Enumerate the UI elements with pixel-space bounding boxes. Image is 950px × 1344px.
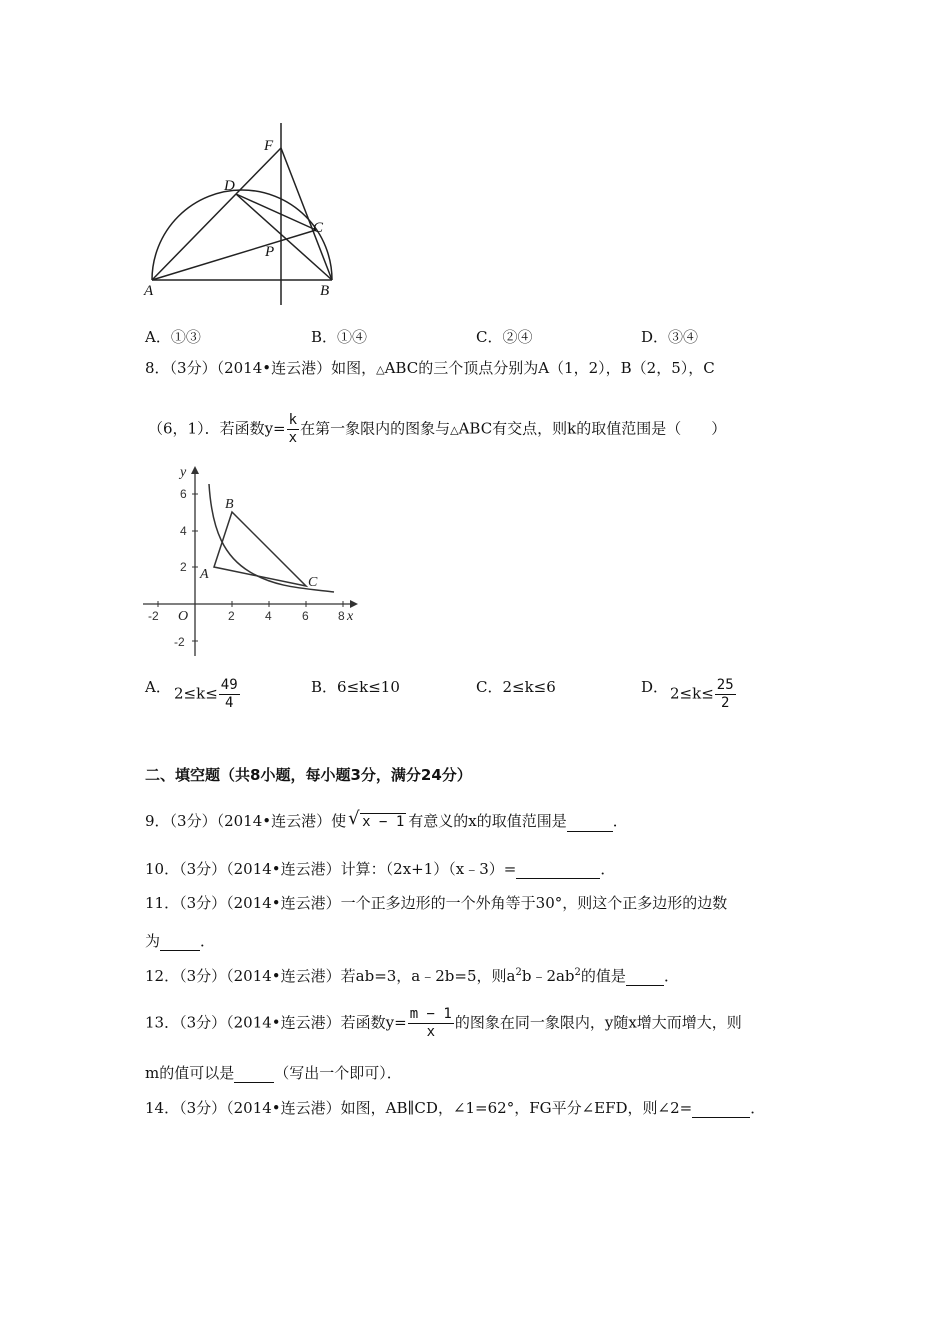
q8-text-3: （6，1）．若函数y= (148, 419, 286, 438)
label-f: F (264, 138, 274, 154)
q13-question-line1 (145, 1006, 742, 1041)
fraction-numerator: 25 (716, 677, 734, 693)
q12-text-2: b﹣2ab (521, 967, 575, 985)
q10-answer-blank[interactable] (516, 862, 600, 879)
y-tick-label: -2 (174, 635, 185, 649)
q12-text-end: ． (663, 967, 679, 985)
line-f-b (281, 148, 332, 280)
q9-question (145, 808, 628, 832)
q7-option-a[interactable] (145, 326, 201, 347)
q9-text-2: 有意义的x的取值范围是 (408, 812, 567, 830)
q9-text-1: 9．（3分）（2014•连云港）使 (145, 812, 347, 830)
option-text: ③④ (668, 328, 699, 346)
q9-answer-blank[interactable] (567, 815, 613, 832)
q7-option-c[interactable] (476, 326, 533, 347)
exponent: 2 (574, 967, 581, 978)
exponent: 2 (515, 967, 522, 978)
forty-nine-quarters-fraction (219, 677, 240, 712)
x-tick-label: 8 (338, 609, 345, 623)
option-letter: A． (145, 328, 171, 346)
semicircle-arc (152, 190, 332, 280)
q12-text-1: 12．（3分）（2014•连云港）若ab=3，a﹣2b=5，则a (145, 967, 516, 985)
fraction-numerator: k (288, 412, 298, 428)
option-letter: C． (476, 328, 503, 346)
label-a: A (144, 283, 154, 299)
q11-text-end: ． (200, 932, 216, 950)
q8-option-d[interactable] (670, 677, 737, 712)
q8-question-line1 (145, 358, 715, 380)
q10-text-end: ． (600, 860, 616, 878)
option-letter: C． (476, 678, 503, 696)
square-root (348, 808, 406, 832)
q14-answer-blank[interactable] (692, 1101, 750, 1118)
label-b: B (320, 283, 330, 299)
line-d-c (236, 194, 316, 230)
q14-text-end: ． (750, 1099, 766, 1117)
k-over-x-fraction (287, 412, 299, 447)
triangle-symbol: △ (450, 423, 459, 437)
y-tick-label: 6 (180, 487, 187, 501)
point-label-b: B (225, 497, 234, 512)
option-letter: D． (641, 328, 669, 346)
q10-text: 10．（3分）（2014•连云港）计算：（2x+1）（x﹣3）= (145, 860, 517, 878)
label-p: P (265, 244, 275, 260)
fraction-numerator: m − 1 (409, 1006, 452, 1022)
q7-option-b[interactable] (311, 326, 367, 347)
q12-answer-blank[interactable] (626, 969, 664, 986)
q7-geometry-figure (140, 120, 340, 310)
q11-answer-blank[interactable] (160, 934, 200, 951)
option-text: ②④ (502, 328, 533, 346)
line-d-b (236, 194, 332, 280)
option-text: 2≤k≤ (670, 684, 714, 703)
twenty-five-halves-fraction (715, 677, 736, 712)
q12-text-3: 的值是 (580, 967, 626, 985)
q8-text-4: 在第一象限内的图象与 (300, 419, 451, 438)
option-text: 2≤k≤ (174, 684, 218, 703)
q8-text-2: ABC的三个顶点分别为A（1，2），B（2，5），C (384, 359, 715, 377)
point-label-a: A (200, 567, 209, 582)
q11-question-line2 (145, 931, 215, 951)
fraction-denominator: 4 (224, 695, 234, 711)
triangle-abc (214, 512, 306, 586)
q8-option-a-letter[interactable]: A． (145, 678, 171, 696)
triangle-symbol: △ (376, 363, 385, 376)
option-letter: B． (311, 678, 338, 696)
q7-option-d[interactable] (641, 326, 698, 347)
x-axis-arrow-icon (350, 600, 358, 608)
option-letter: B． (311, 328, 338, 346)
x-axis-label: x (347, 609, 354, 624)
q8-option-c[interactable] (476, 676, 556, 697)
radicand: x − 1 (362, 814, 405, 830)
q10-question (145, 859, 615, 879)
x-tick-label: 4 (265, 609, 272, 623)
q8-question-line2 (148, 412, 726, 447)
x-tick-label: -2 (148, 609, 159, 623)
q8-text-1: 8．（3分）（2014•连云港）如图， (145, 359, 377, 377)
q13-question-line2 (145, 1063, 402, 1083)
fraction-denominator: x (426, 1024, 435, 1040)
y-tick-label: 2 (180, 560, 187, 574)
y-axis-arrow-icon (191, 466, 199, 474)
q13-answer-blank[interactable] (234, 1066, 274, 1083)
fraction-denominator: 2 (720, 695, 730, 711)
x-tick-label: 2 (228, 609, 235, 623)
fraction-denominator: x (288, 430, 298, 446)
q13-text-2: 的图象在同一象限内，y随x增大而增大，则 (454, 1013, 742, 1032)
radical-sign-icon: √ (348, 808, 360, 829)
origin-label: O (178, 609, 189, 624)
q11-text: 为 (145, 932, 161, 950)
y-axis-label: y (180, 465, 187, 480)
q8-option-b[interactable] (311, 676, 400, 697)
q13-text-4: （写出一个即可）． (274, 1064, 402, 1082)
q8-option-a[interactable] (174, 677, 241, 712)
m-minus-one-over-x-fraction (408, 1006, 454, 1041)
q12-question (145, 966, 679, 986)
q14-text: 14．（3分）（2014•连云港）如图，AB∥CD，∠1=62°，FG平分∠EFD，则∠2= (145, 1099, 693, 1117)
fraction-numerator: 49 (220, 677, 238, 693)
q8-coordinate-graph (140, 462, 370, 662)
label-c: C (313, 220, 324, 236)
x-tick-label: 6 (302, 609, 309, 623)
option-text: 6≤k≤10 (337, 678, 400, 696)
q13-text-1: 13．（3分）（2014•连云港）若函数y= (145, 1013, 407, 1032)
q8-option-d-letter[interactable]: D． (641, 678, 669, 696)
q8-text-5: ABC有交点，则k的取值范围是（ ） (458, 419, 727, 438)
section-heading: 二、填空题（共8小题，每小题3分，满分24分） (145, 766, 472, 784)
point-label-c: C (308, 575, 318, 590)
q13-text-3: m的值可以是 (145, 1064, 235, 1082)
q9-text-end: ． (612, 812, 628, 830)
line-f-d (236, 148, 281, 194)
option-text: ①③ (170, 328, 201, 346)
q14-question (145, 1098, 765, 1118)
option-text: ①④ (337, 328, 368, 346)
q11-question-line1: 11．（3分）（2014•连云港）一个正多边形的一个外角等于30°，则这个正多边形的边数 (145, 894, 728, 912)
option-text: 2≤k≤6 (502, 678, 556, 696)
y-tick-label: 4 (180, 524, 187, 538)
label-d: D (224, 178, 235, 194)
